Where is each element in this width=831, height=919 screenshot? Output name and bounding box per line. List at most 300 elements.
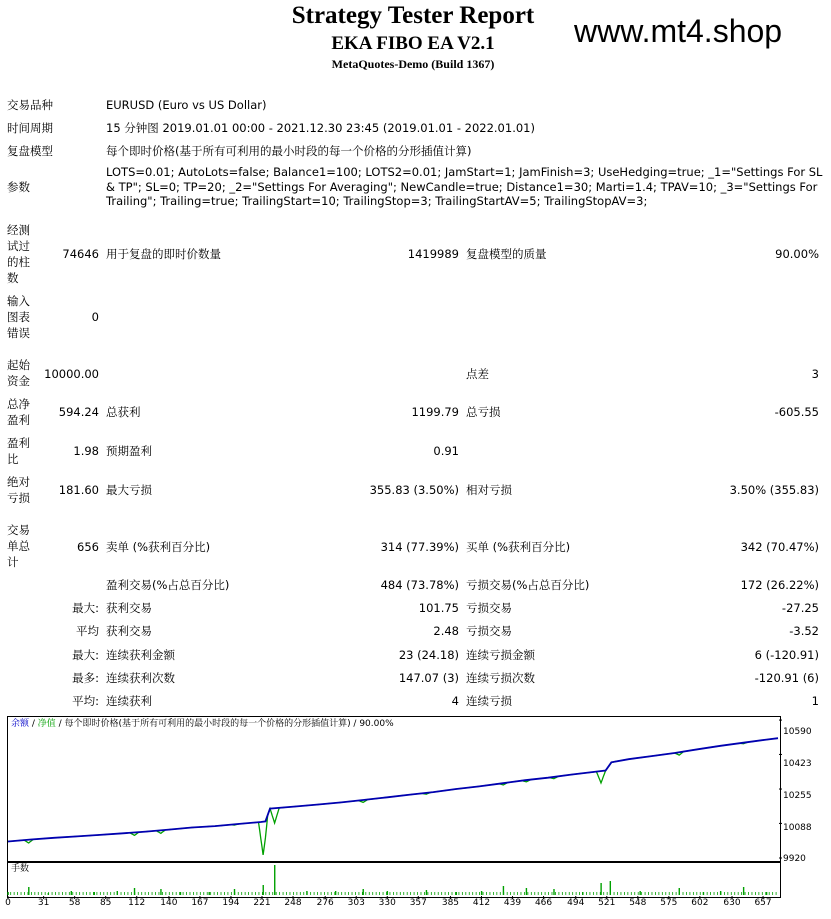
stat-row-2-label-1: 获利交易 bbox=[106, 601, 152, 615]
period-value: 15 分钟图 2019.01.01 00:00 - 2021.12.30 23:45 (2019.01.01 - 2022.01.01) bbox=[106, 121, 535, 135]
volume-bar-minor bbox=[724, 892, 725, 895]
volume-bar-minor bbox=[186, 892, 187, 895]
volume-bar bbox=[71, 891, 72, 895]
x-tick-label: 357 bbox=[409, 898, 427, 908]
volume-bar-minor bbox=[641, 892, 642, 895]
volume-bar-minor bbox=[500, 892, 501, 895]
volume-bar-minor bbox=[52, 892, 53, 895]
x-tick-label: 140 bbox=[160, 898, 178, 908]
volume-bar-minor bbox=[155, 892, 156, 895]
volume-bar-minor bbox=[445, 892, 446, 895]
short-positions-value: 314 (77.39%) bbox=[380, 540, 459, 554]
volume-bar-minor bbox=[690, 892, 691, 895]
volume-bar-minor bbox=[617, 892, 618, 895]
volume-bar-minor bbox=[555, 892, 556, 895]
model-value: 每个即时价格(基于所有可利用的最小时段的每一个价格的分形插值计算) bbox=[106, 144, 472, 158]
volume-bar-minor bbox=[148, 892, 149, 895]
errors-label-2: 图表 bbox=[7, 310, 30, 324]
volume-bar-minor bbox=[596, 892, 597, 895]
volume-bar-minor bbox=[103, 892, 104, 895]
volume-bar-minor bbox=[303, 892, 304, 895]
volume-bar-minor bbox=[28, 892, 29, 895]
volume-bar-minor bbox=[176, 892, 177, 895]
volume-bar-minor bbox=[483, 892, 484, 895]
x-tick-label: 412 bbox=[472, 898, 491, 908]
volume-bar-minor bbox=[90, 892, 91, 895]
volume-bar-minor bbox=[386, 892, 387, 895]
volume-bar-minor bbox=[431, 892, 432, 895]
volume-bar-minor bbox=[465, 892, 466, 895]
stat-row-5-label-1: 连续获利次数 bbox=[106, 671, 175, 685]
volume-bar-minor bbox=[541, 892, 542, 895]
volume-bar-minor bbox=[245, 892, 246, 895]
total-trades-value: 656 bbox=[77, 540, 99, 554]
stat-row-5-value-2: -120.91 (6) bbox=[754, 671, 819, 685]
volume-bar-minor bbox=[731, 892, 732, 895]
volume-bar-minor bbox=[472, 892, 473, 895]
stat-row-2-label-2: 亏损交易 bbox=[466, 601, 512, 615]
volume-bar bbox=[481, 891, 482, 895]
volume-bar-minor bbox=[562, 892, 563, 895]
volume-bar bbox=[639, 891, 640, 895]
volume-bar-minor bbox=[24, 892, 25, 895]
y-tick-5: 9920 bbox=[783, 854, 806, 864]
x-tick-label: 439 bbox=[503, 898, 522, 908]
volume-bar-minor bbox=[755, 892, 756, 895]
volume-bar-minor bbox=[658, 892, 659, 895]
volume-bar-minor bbox=[107, 892, 108, 895]
volume-bar-minor bbox=[48, 892, 49, 895]
volume-bar-minor bbox=[141, 892, 142, 895]
volume-bar-minor bbox=[645, 892, 646, 895]
x-tick-label: 303 bbox=[347, 898, 365, 908]
bars-label-2: 试过 bbox=[7, 239, 30, 253]
volume-bar-minor bbox=[310, 892, 311, 895]
volume-bar-minor bbox=[493, 892, 494, 895]
volume-bar-minor bbox=[283, 892, 284, 895]
volume-bar-minor bbox=[321, 892, 322, 895]
volume-bar-minor bbox=[696, 892, 697, 895]
volume-bar-minor bbox=[83, 892, 84, 895]
spread-value: 3 bbox=[811, 367, 819, 381]
x-tick-label: 221 bbox=[253, 898, 271, 908]
volume-bar-minor bbox=[183, 892, 184, 895]
params-label: 参数 bbox=[7, 180, 30, 194]
watermark-brand: www.mt4.shop bbox=[574, 13, 783, 49]
volume-bar-minor bbox=[128, 892, 129, 895]
y-tick-2: 10423 bbox=[783, 759, 812, 769]
x-tick-label: 521 bbox=[598, 898, 616, 908]
volume-bar-minor bbox=[586, 892, 587, 895]
ticks-label: 用于复盘的即时价数量 bbox=[106, 247, 221, 261]
x-tick-label: 248 bbox=[284, 898, 302, 908]
volume-bar-minor bbox=[603, 892, 604, 895]
volume-bar-minor bbox=[721, 892, 722, 895]
volume-bar-minor bbox=[117, 892, 118, 895]
legend-model: / 每个即时价格(基于所有可利用的最小时段的每一个价格的分形插值计算) / 90.00% bbox=[55, 719, 394, 729]
volume-bar-minor bbox=[21, 892, 22, 895]
volume-bar-minor bbox=[338, 892, 339, 895]
stat-row-3-prefix: 平均 bbox=[76, 624, 99, 638]
volume-bar-minor bbox=[479, 892, 480, 895]
volume-bar-minor bbox=[590, 892, 591, 895]
volume-bar-minor bbox=[734, 892, 735, 895]
stat-row-4-label-2: 连续亏损金额 bbox=[466, 648, 535, 662]
volume-bar-minor bbox=[55, 892, 56, 895]
stat-row-2-value-2: -27.25 bbox=[781, 601, 819, 615]
volume-bar-minor bbox=[679, 892, 680, 895]
volume-bar-minor bbox=[634, 892, 635, 895]
x-tick-label: 58 bbox=[68, 898, 81, 908]
x-tick-label: 575 bbox=[660, 898, 678, 908]
volume-bar-minor bbox=[503, 892, 504, 895]
volume-bar-minor bbox=[769, 892, 770, 895]
volume-bar-minor bbox=[359, 892, 360, 895]
volume-bar-minor bbox=[210, 892, 211, 895]
profit-factor-label-1: 盈利 bbox=[7, 436, 30, 450]
rel-drawdown-label: 相对亏损 bbox=[466, 483, 512, 497]
volume-bar-minor bbox=[69, 892, 70, 895]
balance-line bbox=[8, 738, 778, 841]
volume-bar-minor bbox=[538, 892, 539, 895]
max-drawdown-label: 最大亏损 bbox=[106, 483, 152, 497]
volume-bar-minor bbox=[414, 892, 415, 895]
x-tick-label: 85 bbox=[99, 898, 112, 908]
period-label: 时间周期 bbox=[7, 121, 53, 135]
volume-bar-minor bbox=[41, 892, 42, 895]
quality-label: 复盘模型的质量 bbox=[466, 247, 547, 261]
volume-bar-minor bbox=[738, 892, 739, 895]
legend-separator: / bbox=[29, 719, 38, 729]
volume-bar-minor bbox=[496, 892, 497, 895]
volume-bar-minor bbox=[638, 892, 639, 895]
volume-bar-minor bbox=[752, 892, 753, 895]
profit-factor-value: 1.98 bbox=[73, 444, 99, 458]
abs-drawdown-label-1: 绝对 bbox=[7, 475, 30, 489]
volume-bar-minor bbox=[38, 892, 39, 895]
volume-bar-minor bbox=[234, 892, 235, 895]
y-tick-4: 10088 bbox=[783, 823, 812, 833]
volume-bar-minor bbox=[331, 892, 332, 895]
volume-bar-minor bbox=[427, 892, 428, 895]
long-positions-value: 342 (70.47%) bbox=[740, 540, 819, 554]
model-label: 复盘模型 bbox=[7, 144, 53, 158]
volume-bar-minor bbox=[476, 892, 477, 895]
bars-value: 74646 bbox=[62, 247, 99, 261]
volume-bar-minor bbox=[717, 892, 718, 895]
volume-bar bbox=[743, 887, 744, 895]
volume-bar-minor bbox=[683, 892, 684, 895]
volume-bar-minor bbox=[486, 892, 487, 895]
volume-bar-minor bbox=[241, 892, 242, 895]
volume-bar-minor bbox=[269, 892, 270, 895]
server-build: MetaQuotes-Demo (Build 1367) bbox=[331, 57, 495, 71]
volume-bar-minor bbox=[238, 892, 239, 895]
volume-bar bbox=[526, 888, 527, 895]
volume-bar-minor bbox=[455, 892, 456, 895]
volume-bar-minor bbox=[572, 892, 573, 895]
volume-bar-minor bbox=[714, 892, 715, 895]
volume-bar-minor bbox=[162, 892, 163, 895]
stat-row-3-label-1: 获利交易 bbox=[106, 624, 152, 638]
volume-bar-minor bbox=[700, 892, 701, 895]
bars-label-4: 数 bbox=[7, 271, 19, 285]
volume-bar-minor bbox=[300, 892, 301, 895]
volume-bar-minor bbox=[510, 892, 511, 895]
x-tick-label: 330 bbox=[378, 898, 396, 908]
volume-bar-minor bbox=[131, 892, 132, 895]
volume-bar-minor bbox=[393, 892, 394, 895]
volume-bar-minor bbox=[65, 892, 66, 895]
volume-bar-minor bbox=[390, 892, 391, 895]
x-tick-label: 494 bbox=[567, 898, 585, 908]
stat-row-3-value-2: -3.52 bbox=[789, 624, 819, 638]
abs-drawdown-value: 181.60 bbox=[58, 483, 99, 497]
volume-bar bbox=[553, 889, 554, 895]
volume-bar-minor bbox=[348, 892, 349, 895]
volume-bar-minor bbox=[369, 892, 370, 895]
stat-row-5-label-2: 连续亏损次数 bbox=[466, 671, 535, 685]
volume-bar-minor bbox=[534, 892, 535, 895]
volume-bar-minor bbox=[655, 892, 656, 895]
volume-bar-minor bbox=[621, 892, 622, 895]
volume-bar-minor bbox=[676, 892, 677, 895]
volume-bar-minor bbox=[365, 892, 366, 895]
volume-bar-minor bbox=[652, 892, 653, 895]
volume-bar-minor bbox=[352, 892, 353, 895]
volume-label: 手数 bbox=[11, 864, 30, 874]
volume-bar-minor bbox=[17, 892, 18, 895]
volume-bar-minor bbox=[434, 892, 435, 895]
volume-bar-minor bbox=[31, 892, 32, 895]
volume-bar-minor bbox=[400, 892, 401, 895]
stat-row-1-label-1: 盈利交易(%占总百分比) bbox=[106, 578, 230, 592]
volume-bar-minor bbox=[110, 892, 111, 895]
volume-bar-minor bbox=[334, 892, 335, 895]
volume-bar-minor bbox=[272, 892, 273, 895]
y-tick-1: 10590 bbox=[783, 727, 812, 737]
x-tick-label: 657 bbox=[754, 898, 772, 908]
bars-label-1: 经测 bbox=[7, 223, 30, 237]
deposit-label-1: 起始 bbox=[7, 358, 30, 372]
x-tick-label: 466 bbox=[534, 898, 553, 908]
volume-bar-minor bbox=[441, 892, 442, 895]
volume-bar-minor bbox=[231, 892, 232, 895]
stat-row-4-value-1: 23 (24.18) bbox=[398, 648, 459, 662]
volume-bar-minor bbox=[438, 892, 439, 895]
volume-bar-minor bbox=[93, 892, 94, 895]
volume-bar-minor bbox=[296, 892, 297, 895]
x-tick-label: 0 bbox=[5, 898, 11, 908]
volume-bar-minor bbox=[576, 892, 577, 895]
volume-bar-minor bbox=[114, 892, 115, 895]
volume-bar-minor bbox=[152, 892, 153, 895]
volume-bar-minor bbox=[14, 892, 15, 895]
volume-bar-minor bbox=[424, 892, 425, 895]
volume-bar-minor bbox=[765, 892, 766, 895]
volume-bar-minor bbox=[372, 892, 373, 895]
volume-bar bbox=[160, 889, 161, 895]
volume-bar-minor bbox=[100, 892, 101, 895]
volume-bar-minor bbox=[207, 892, 208, 895]
volume-bar-minor bbox=[772, 892, 773, 895]
volume-bar-minor bbox=[710, 892, 711, 895]
errors-label-3: 错误 bbox=[7, 326, 30, 340]
volume-bar-minor bbox=[421, 892, 422, 895]
stat-row-4-label-1: 连续获利金额 bbox=[106, 648, 175, 662]
volume-bar-minor bbox=[703, 892, 704, 895]
volume-bar-minor bbox=[548, 892, 549, 895]
volume-bar-minor bbox=[327, 892, 328, 895]
volume-bar-minor bbox=[627, 892, 628, 895]
stat-row-1-label-2: 亏损交易(%占总百分比) bbox=[466, 578, 590, 592]
rel-drawdown-value: 3.50% (355.83) bbox=[729, 483, 819, 497]
volume-bar-minor bbox=[448, 892, 449, 895]
total-trades-label-1: 交易 bbox=[7, 523, 30, 537]
volume-bar-minor bbox=[34, 892, 35, 895]
ea-name: EKA FIBO EA V2.1 bbox=[331, 33, 495, 54]
max-drawdown-value: 355.83 (3.50%) bbox=[369, 483, 459, 497]
params-value: LOTS=0.01; AutoLots=false; Balance1=100; LOTS2=0.01; JamStart=1; JamFinish=3; UseHedging=true; _1="Settings For SL & TP"; SL=0; TP=20; _2="Settings For Averaging"; NewCandle=true; Distance1=30; Marti=1.4; TPAV=10; _3="Settings For Trailing"; Trailing=true; TrailingStart=10; TrailingStop=3; TrailingStartAV=5; TrailingStopAV=3; bbox=[106, 165, 823, 208]
x-tick-label: 630 bbox=[723, 898, 741, 908]
expected-payoff-label: 预期盈利 bbox=[106, 444, 152, 458]
volume-bar-minor bbox=[259, 892, 260, 895]
stat-row-6-prefix: 平均: bbox=[72, 694, 99, 708]
x-tick-label: 602 bbox=[691, 898, 709, 908]
volume-bar-minor bbox=[662, 892, 663, 895]
volume-bar-minor bbox=[610, 892, 611, 895]
long-positions-label: 买单 (%获利百分比) bbox=[466, 540, 571, 554]
volume-bar-minor bbox=[517, 892, 518, 895]
gross-loss-label: 总亏损 bbox=[466, 405, 501, 419]
net-profit-value: 594.24 bbox=[58, 405, 99, 419]
volume-bar-minor bbox=[224, 892, 225, 895]
volume-bar-minor bbox=[507, 892, 508, 895]
volume-bar-minor bbox=[648, 892, 649, 895]
volume-bar-minor bbox=[138, 892, 139, 895]
symbol-label: 交易品种 bbox=[7, 98, 53, 112]
x-tick-label: 31 bbox=[37, 898, 50, 908]
stat-row-2-prefix: 最大: bbox=[72, 601, 99, 615]
report-title: Strategy Tester Report bbox=[291, 2, 535, 29]
volume-bar-minor bbox=[521, 892, 522, 895]
volume-bar-minor bbox=[469, 892, 470, 895]
volume-bar-minor bbox=[383, 892, 384, 895]
volume-bar-minor bbox=[307, 892, 308, 895]
volume-bar-minor bbox=[579, 892, 580, 895]
volume-bar-minor bbox=[669, 892, 670, 895]
volume-bar-minor bbox=[196, 892, 197, 895]
volume-bar-minor bbox=[527, 892, 528, 895]
volume-bar-minor bbox=[59, 892, 60, 895]
volume-bar-minor bbox=[193, 892, 194, 895]
volume-bar-minor bbox=[417, 892, 418, 895]
gross-loss-value: -605.55 bbox=[774, 405, 819, 419]
volume-bar-minor bbox=[362, 892, 363, 895]
gross-profit-label: 总获利 bbox=[106, 405, 141, 419]
x-tick-label: 167 bbox=[191, 898, 209, 908]
volume-bar-minor bbox=[593, 892, 594, 895]
volume-bar-minor bbox=[524, 892, 525, 895]
volume-bar-minor bbox=[248, 892, 249, 895]
x-tick-label: 276 bbox=[316, 898, 334, 908]
volume-bar-minor bbox=[745, 892, 746, 895]
expected-payoff-value: 0.91 bbox=[433, 444, 459, 458]
volume-bar bbox=[426, 890, 427, 895]
volume-bar-minor bbox=[10, 892, 11, 895]
volume-bar-minor bbox=[569, 892, 570, 895]
volume-bar-minor bbox=[531, 892, 532, 895]
volume-bar-minor bbox=[217, 892, 218, 895]
volume-bar-minor bbox=[614, 892, 615, 895]
volume-bar-minor bbox=[514, 892, 515, 895]
volume-bar bbox=[209, 892, 210, 895]
volume-bar-minor bbox=[293, 892, 294, 895]
stat-row-6-value-2: 1 bbox=[811, 694, 819, 708]
short-positions-label: 卖单 (%获利百分比) bbox=[106, 540, 211, 554]
volume-bar-minor bbox=[124, 892, 125, 895]
bars-label-3: 的柱 bbox=[7, 255, 30, 269]
volume-bar-minor bbox=[758, 892, 759, 895]
volume-bar-minor bbox=[228, 892, 229, 895]
volume-bar-minor bbox=[355, 892, 356, 895]
volume-bar-minor bbox=[159, 892, 160, 895]
volume-bar-minor bbox=[693, 892, 694, 895]
volume-bar-minor bbox=[279, 892, 280, 895]
errors-value: 0 bbox=[91, 310, 99, 324]
volume-bar-minor bbox=[255, 892, 256, 895]
volume-bar-minor bbox=[169, 892, 170, 895]
net-profit-label-1: 总净 bbox=[7, 397, 30, 411]
volume-bar-minor bbox=[552, 892, 553, 895]
stat-row-3-label-2: 亏损交易 bbox=[466, 624, 512, 638]
volume-bar-minor bbox=[624, 892, 625, 895]
volume-bar-minor bbox=[317, 892, 318, 895]
volume-bar-minor bbox=[396, 892, 397, 895]
volume-bar-minor bbox=[379, 892, 380, 895]
volume-bar-minor bbox=[190, 892, 191, 895]
stat-row-1-value-1: 484 (73.78%) bbox=[380, 578, 459, 592]
stat-row-5-prefix: 最多: bbox=[72, 671, 99, 685]
x-tick-label: 548 bbox=[629, 898, 647, 908]
volume-bar-minor bbox=[607, 892, 608, 895]
volume-bar-minor bbox=[324, 892, 325, 895]
stat-row-1-value-2: 172 (26.22%) bbox=[740, 578, 819, 592]
volume-bar-minor bbox=[86, 892, 87, 895]
volume-bar-minor bbox=[203, 892, 204, 895]
volume-bar-minor bbox=[600, 892, 601, 895]
stat-row-5-value-1: 147.07 (3) bbox=[398, 671, 459, 685]
stat-row-3-value-1: 2.48 bbox=[433, 624, 459, 638]
volume-bar-minor bbox=[665, 892, 666, 895]
stat-row-2-value-1: 101.75 bbox=[418, 601, 459, 615]
deposit-label-2: 资金 bbox=[7, 374, 30, 388]
volume-bar-minor bbox=[762, 892, 763, 895]
volume-bar-minor bbox=[545, 892, 546, 895]
stat-row-6-label-2: 连续亏损 bbox=[466, 694, 512, 708]
volume-bar-minor bbox=[583, 892, 584, 895]
volume-bar-minor bbox=[345, 892, 346, 895]
volume-bar-minor bbox=[221, 892, 222, 895]
abs-drawdown-label-2: 亏损 bbox=[7, 491, 30, 505]
volume-bar-minor bbox=[462, 892, 463, 895]
x-tick-label: 194 bbox=[222, 898, 240, 908]
volume-bar-minor bbox=[314, 892, 315, 895]
volume-bar-minor bbox=[376, 892, 377, 895]
volume-bar-minor bbox=[490, 892, 491, 895]
volume-bar-minor bbox=[452, 892, 453, 895]
stat-row-6-value-1: 4 bbox=[451, 694, 459, 708]
